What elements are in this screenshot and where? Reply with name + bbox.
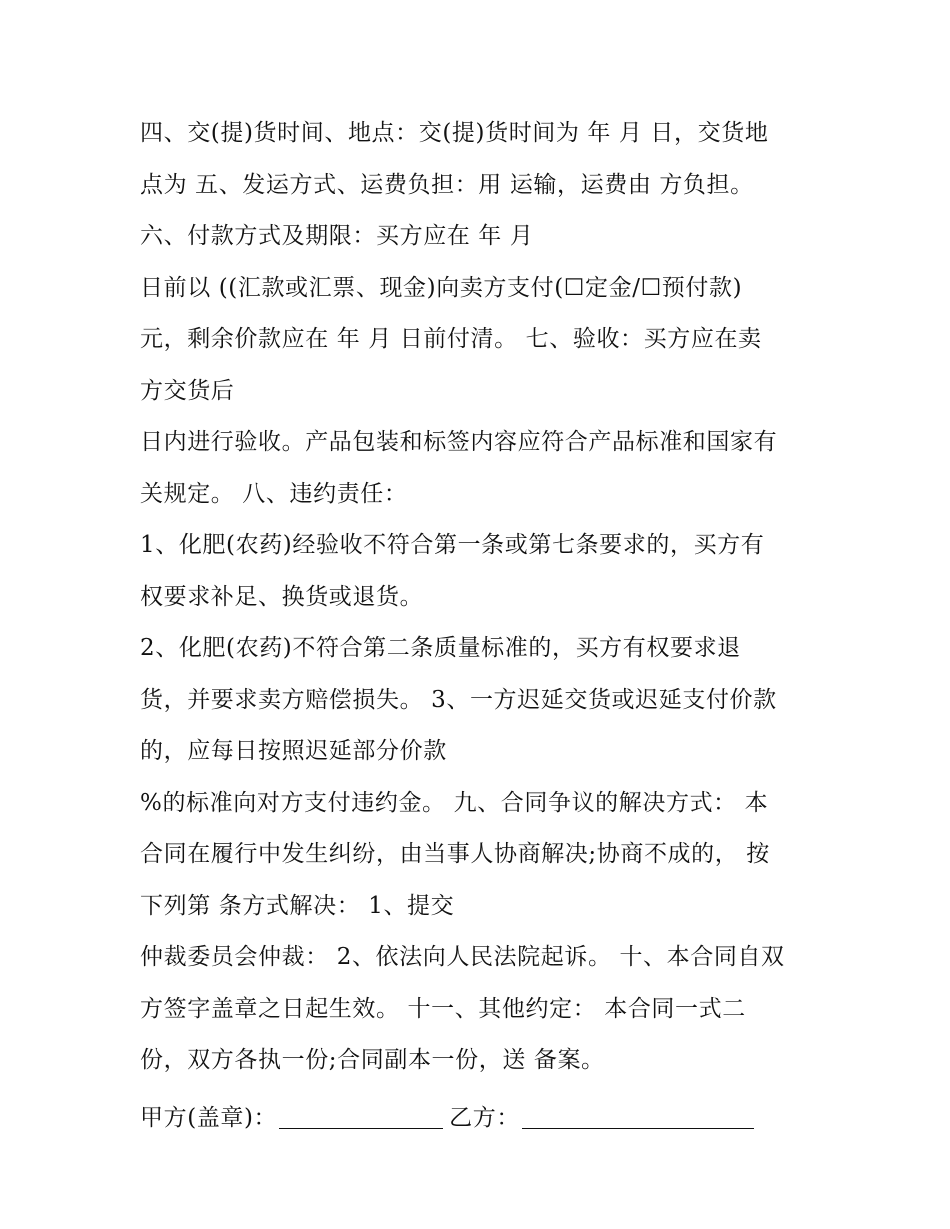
text-line: 方签字盖章之日起生效。 十一、其他约定： 本合同一式二 [140,995,746,1022]
party-a-signature-blank [279,1104,443,1129]
contract-body [140,108,830,1144]
text-line: 四、交(提)货时间、地点：交(提)货时间为 年 月 日，交货地 [140,120,769,146]
text-line: 日前以 ((汇款或汇票、现金)向卖方支付(☐定金/☐预付款) [140,274,743,301]
text-line: 下列第 条方式解决： 1、提交 [140,892,455,919]
text-line: %的标准向对方支付违约金。 九、合同争议的解决方式： 本 [140,789,769,816]
text-line: 方交货后 [140,377,235,404]
text-line: 日内进行验收。产品包装和标签内容应符合产品标准和国家有 [140,429,778,455]
signature-line [140,1093,830,1145]
party-a-label: 甲方(盖章)： [140,1104,278,1131]
text-line: 仲裁委员会仲裁： 2、依法向人民法院起诉。 十、本合同自双 [140,944,785,970]
text-line: 关规定。 八、违约责任： [140,480,408,507]
text-line: 2、化肥(农药)不符合第二条质量标准的，买方有权要求退 [140,635,741,661]
text-line: 点为 五、发运方式、运费负担：用 运输，运费由 方负担。 [140,171,754,198]
text-line: 的，应每日按照迟延部分价款 [140,738,447,764]
text-line: 六、付款方式及期限：买方应在 年 月 [140,223,534,249]
text-line: 合同在履行中发生纠纷，由当事人协商解决;协商不成的， 按 [140,841,770,867]
party-b-signature-blank [522,1104,754,1129]
text-line: 权要求补足、换货或退货。 [140,583,424,610]
text-line: 货，并要求卖方赔偿损失。 3、一方迟延交货或迟延支付价款 [140,686,777,713]
text-line: 份，双方各执一份;合同副本一份，送 备案。 [140,1047,605,1073]
text-line: 元，剩余价款应在 年 月 日前付清。 七、验收：买方应在卖 [140,326,762,352]
party-b-label: 乙方： [449,1104,520,1131]
text-line: 1、化肥(农药)经验收不符合第一条或第七条要求的，买方有 [140,532,765,558]
